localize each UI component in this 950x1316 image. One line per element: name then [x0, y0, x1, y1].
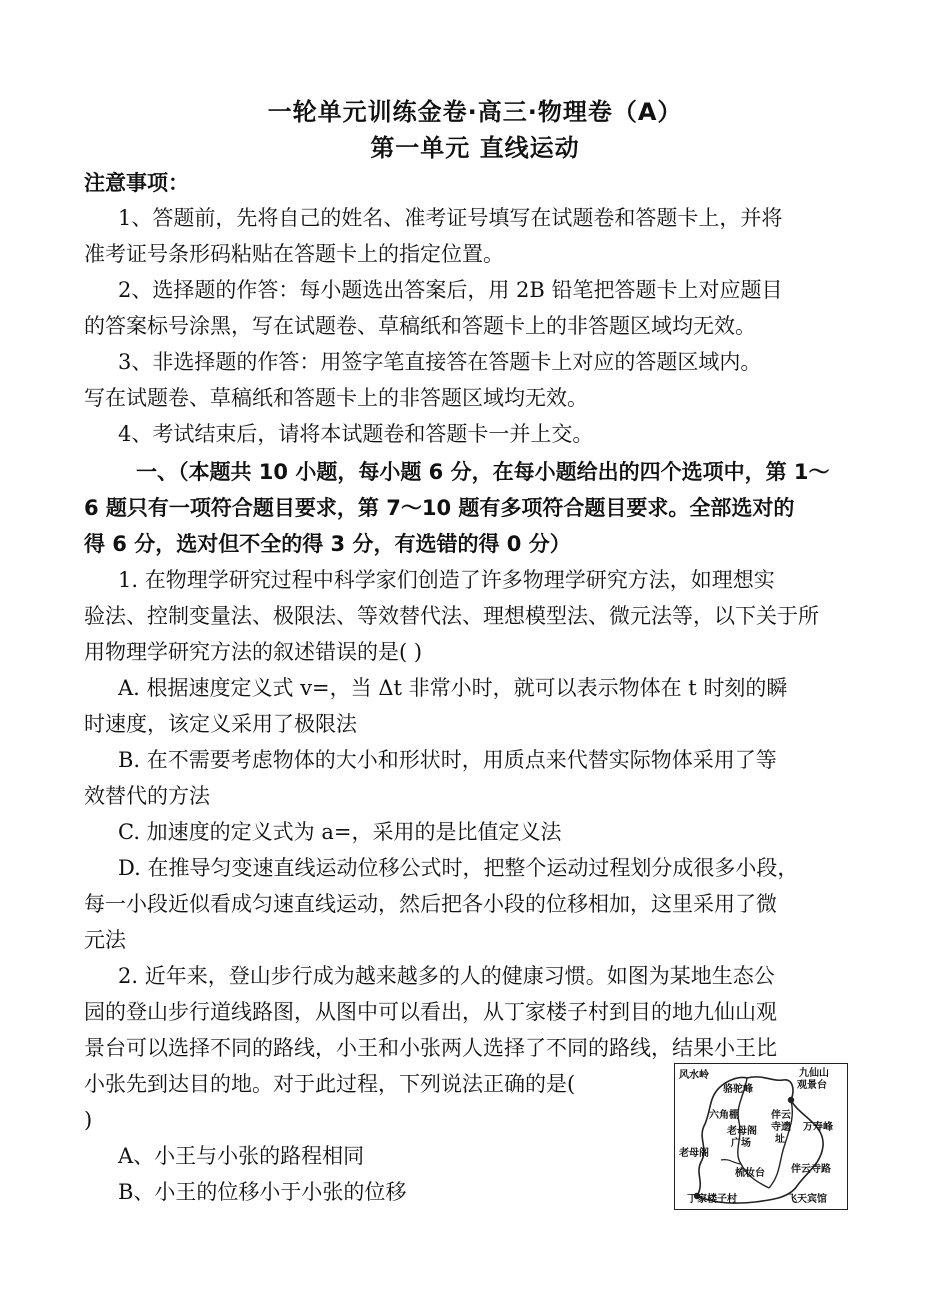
map-label: 老母阁	[679, 1148, 709, 1159]
question-2-stem: 小张先到达目的地。对于此过程，下列说法正确的是(	[84, 1072, 576, 1096]
question-1-option-d: D. 在推导匀变速直线运动位移公式时，把整个运动过程划分成很多小段，	[118, 856, 799, 880]
trail-map-figure	[674, 1063, 848, 1210]
route-branch	[721, 1160, 741, 1164]
question-1-option-b: B. 在不需要考虑物体的大小和形状时，用质点来代替实际物体采用了等	[118, 748, 777, 772]
question-1-option-d: 每一小段近似看成匀速直线运动，然后把各小段的位移相加，这里采用了微	[84, 892, 777, 916]
section-instructions: 6 题只有一项符合题目要求，第 7～10 题有多项符合题目要求。全部选对的	[84, 496, 795, 520]
question-1-stem: 1. 在物理学研究过程中科学家们创造了许多物理学研究方法，如理想实	[118, 568, 775, 592]
question-1-option-a: 时速度，该定义采用了极限法	[84, 712, 357, 736]
map-label: 观景台	[797, 1080, 827, 1091]
section-instructions: 一、（本题共 10 小题，每小题 6 分，在每小题给出的四个选项中，第 1～	[136, 460, 830, 484]
question-1-option-a: A. 根据速度定义式 v=，当 Δt 非常小时，就可以表示物体在 t 时刻的瞬	[118, 676, 788, 700]
notes-line: 4、考试结束后，请将本试题卷和答题卡一并上交。	[118, 422, 594, 446]
notes-line: 3、非选择题的作答：用签字笔直接答在答题卡上对应的答题区域内。	[118, 350, 762, 374]
question-1-option-d: 元法	[84, 928, 126, 952]
question-2-stem: )	[84, 1108, 93, 1132]
question-2-option-a: A、小王与小张的路程相同	[118, 1144, 365, 1168]
notes-line: 1、答题前，先将自己的姓名、准考证号填写在试题卷和答题卡上，并将	[118, 206, 783, 230]
map-label: 九仙山	[799, 1068, 829, 1079]
question-1-option-b: 效替代的方法	[84, 784, 210, 808]
question-1-option-c: C. 加速度的定义式为 a=，采用的是比值定义法	[118, 820, 562, 844]
map-label: 万寿峰	[803, 1122, 833, 1133]
map-label: 寺遗	[771, 1122, 791, 1133]
notes-line: 写在试题卷、草稿纸和答题卡上的非答题区域均无效。	[84, 386, 588, 410]
map-label: 飞天宾馆	[787, 1194, 827, 1205]
map-label: 风水岭	[679, 1070, 709, 1081]
question-1-stem: 验法、控制变量法、极限法、等效替代法、理想模型法、微元法等，以下关于所	[84, 604, 819, 628]
map-label: 六角棚	[709, 1110, 739, 1121]
question-2-option-b: B、小王的位移小于小张的位移	[118, 1180, 407, 1204]
route-north	[747, 1077, 793, 1100]
map-label: 老母阁	[727, 1126, 757, 1137]
map-label: 骆驼峰	[723, 1084, 753, 1095]
question-2-stem: 景台可以选择不同的路线，小王和小张两人选择了不同的路线，结果小王比	[84, 1036, 777, 1060]
question-2-stem: 园的登山步行道线路图，从图中可以看出，从丁家楼子村到目的地九仙山观	[84, 1000, 777, 1024]
map-label: 梳妆台	[735, 1168, 765, 1179]
page-title: 一轮单元训练金卷·高三·物理卷（A）	[267, 98, 683, 126]
map-label: 伴云寺路	[791, 1164, 831, 1175]
destination-marker	[788, 1097, 794, 1103]
notes-line: 2、选择题的作答：每小题选出答案后，用 2B 铅笔把答题卡上对应题目	[118, 278, 783, 302]
question-2-stem: 2. 近年来，登山步行成为越来越多的人的健康习惯。如图为某地生态公	[118, 964, 775, 988]
map-label: 址	[775, 1134, 785, 1145]
question-1-stem: 用物理学研究方法的叙述错误的是( )	[84, 640, 423, 664]
map-label: 广场	[731, 1138, 751, 1149]
notes-line: 的答案标号涂黑，写在试题卷、草稿纸和答题卡上的非答题区域均无效。	[84, 314, 756, 338]
map-label: 伴云	[771, 1110, 791, 1121]
map-label: 丁家楼子村	[687, 1194, 737, 1205]
notes-heading: 注意事项：	[84, 171, 189, 195]
notes-line: 准考证号条形码粘贴在答题卡上的指定位置。	[84, 242, 504, 266]
page-subtitle: 第一单元 直线运动	[370, 134, 580, 162]
section-instructions: 得 6 分，选对但不全的得 3 分，有选错的得 0 分）	[84, 532, 571, 556]
